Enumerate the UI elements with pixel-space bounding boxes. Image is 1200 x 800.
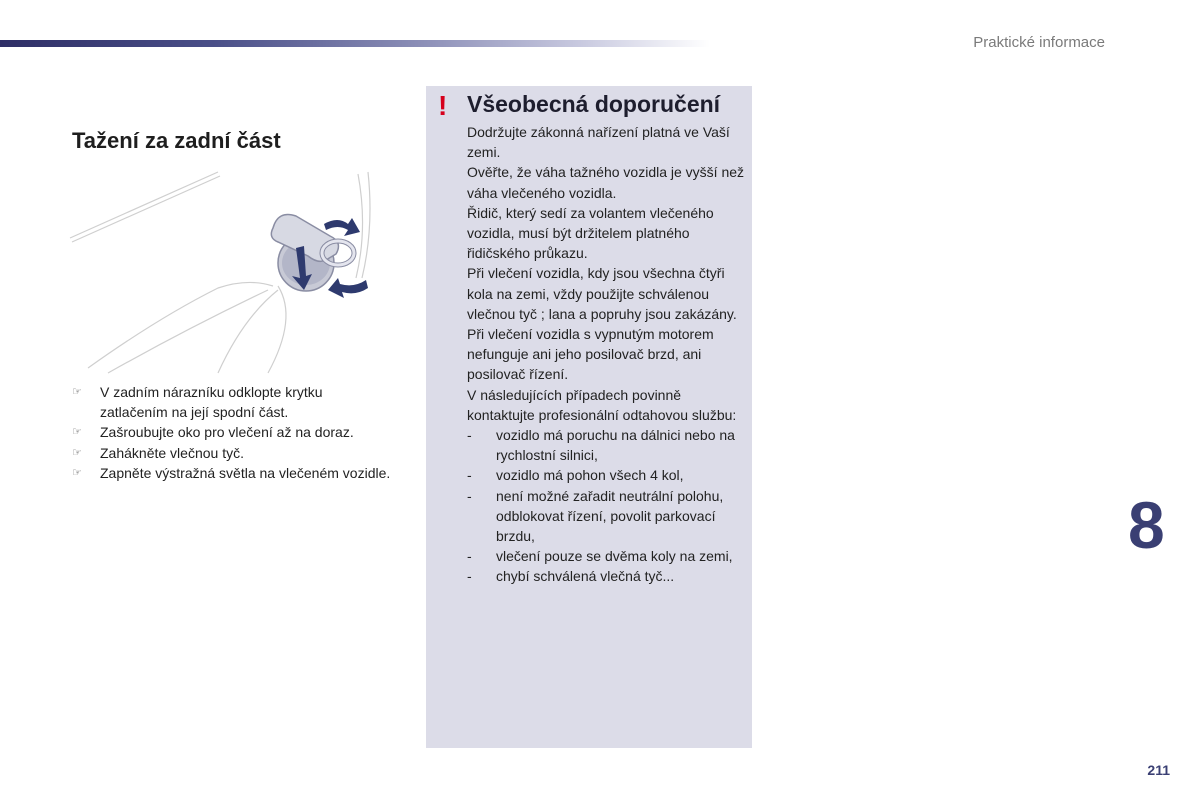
paragraph: V následujících případech povinně kontaktujte profesionální odtahovou službu: [467,386,737,423]
exclamation-icon: ! [438,90,448,121]
info-box-body [467,122,749,587]
list-item: - vozidlo má poruchu na dálnici nebo na rychlostní silnici, [467,427,735,464]
paragraph: Při vlečení vozidla s vypnutým motorem nefunguje ani jeho posilovač brzd, ani posilovač řízení. [467,326,714,383]
list-item: - chybí schválená vlečná tyč... [467,568,675,585]
general-recommendations-box [426,86,752,748]
steps-list [72,382,392,483]
list-item: ☞ Zahákněte vlečnou tyč. [72,443,392,463]
list-item: ☞ Zašroubujte oko pro vlečení až na doraz. [72,422,392,442]
hand-pointer-icon: ☞ [72,426,82,439]
page-number: 211 [1147,762,1170,778]
paragraph: Dodržujte zákonná nařízení platná ve Vaší zemi. [467,124,730,161]
info-box-title: Všeobecná doporučení [467,91,721,117]
hand-pointer-icon: ☞ [72,386,82,398]
paragraph: Při vlečení vozidla, kdy jsou všechna čtyři kola na zemi, vždy použijte schválenou vlečnou tyč ; lana a popruhy jsou zakázány. [467,265,737,322]
towing-eye-illustration [68,168,380,378]
list-item: - není možné zařadit neutrální polohu, odblokovat řízení, povolit parkovací brzdu, [467,487,724,545]
header-bar [0,40,710,47]
list-item: - vlečení pouze se dvěma koly na zemi, [467,548,733,565]
list-item: ☞ Zapněte výstražná světla na vlečeném vozidle. [72,463,392,483]
cases-list [467,425,749,587]
hand-pointer-icon: ☞ [72,466,82,479]
section-label: Praktické informace [973,34,1105,51]
section-title: Tažení za zadní část [72,128,281,153]
list-item: - vozidlo má pohon všech 4 kol, [467,467,684,484]
paragraph: Ověřte, že váha tažného vozidla je vyšší než váha vlečeného vozidla. [467,164,745,201]
chapter-number: 8 [1128,488,1165,562]
paragraph: Řidič, který sedí za volantem vlečeného vozidla, musí být držitelem platného řidičského průkazu. [467,204,714,262]
list-item: ☞ V zadním nárazníku odklopte krytku zatlačením na její spodní část. [72,384,323,421]
hand-pointer-icon: ☞ [72,446,82,459]
